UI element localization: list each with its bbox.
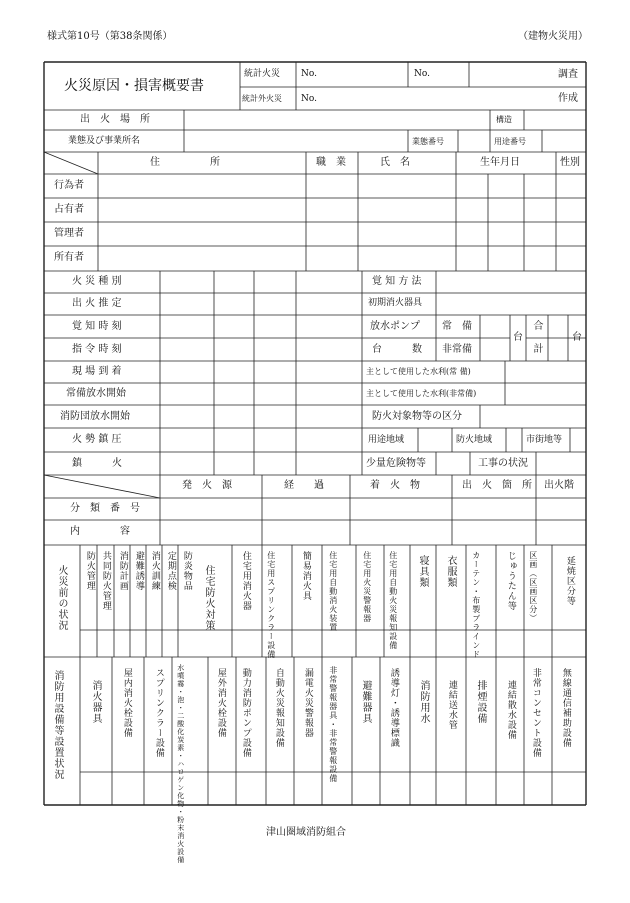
- pre-fire-col-6: 定期点検: [165, 551, 176, 591]
- stat-no-2: No.: [301, 94, 317, 104]
- water-irregular-label: 主として使用した水利(非常備): [366, 389, 477, 398]
- person-actor: 行為者: [54, 180, 84, 191]
- detect-time-label: 覚 知 時 刻: [72, 321, 122, 332]
- sex-header: 性別: [560, 157, 580, 168]
- equip-col-6: 動力消防ポンプ設備: [240, 668, 251, 758]
- equip-col-13: 連結送水管: [446, 680, 457, 730]
- class-no-label: 分 類 番 号: [70, 503, 140, 514]
- equip-col-9: 非常警報器具・非常警報設備: [328, 666, 338, 783]
- footer-organization: 津山圏域消防組合: [266, 827, 346, 838]
- equip-col-2: 屋内消火栓設備: [121, 668, 132, 738]
- pre-fire-col-1: 防火管理: [84, 551, 95, 591]
- initial-ext-label: 初期消火器具: [368, 298, 423, 308]
- business-no-label: 業態番号: [412, 137, 444, 146]
- equip-col-12: 消防用水: [418, 680, 429, 724]
- survey-label: 調査: [558, 69, 578, 80]
- pre-fire-col-4: 避難誘導: [133, 551, 144, 591]
- address-header: 住 所: [150, 157, 220, 168]
- pre-fire-col-5: 消火訓練: [149, 551, 160, 591]
- equip-col-16: 非常コンセント設備: [530, 668, 541, 758]
- person-occupant: 占有者: [54, 204, 84, 215]
- pre-fire-col-3: 消防計画: [117, 551, 128, 591]
- usage-no-label: 用途番号: [494, 137, 526, 146]
- fire-estimate-label: 出 火 推 定: [72, 298, 122, 309]
- content-label: 内 容: [70, 526, 130, 537]
- res-col-7: 寝具類: [417, 555, 428, 588]
- form-type: （建物火災用）: [518, 31, 588, 42]
- equipment-group-label: 消防用設備等設置状況: [52, 670, 63, 780]
- spread-label: 延焼区分等: [564, 556, 575, 606]
- area-label: 区画（区画区分）: [528, 551, 538, 623]
- pre-fire-col-7: 防炎物品: [181, 551, 192, 591]
- birth-header: 生年月日: [480, 157, 520, 168]
- water-regular-label: 主として使用した水利(常 備): [366, 367, 471, 376]
- res-col-3: 簡易消火具: [300, 551, 311, 601]
- equip-col-14: 排煙設備: [475, 680, 486, 724]
- prepared-label: 作成: [558, 93, 578, 104]
- stat-no-3: No.: [414, 69, 430, 79]
- zone-label: 用途地域: [368, 435, 405, 445]
- arrival-label: 現 場 到 着: [72, 366, 122, 377]
- equip-col-11: 誘導灯・誘導標識: [388, 668, 399, 748]
- pre-fire-col-2: 共同防火管理: [100, 551, 111, 611]
- person-owner: 所有者: [54, 252, 84, 263]
- urban-zone-label: 市街地等: [526, 435, 563, 445]
- irregular-label: 非常備: [442, 344, 472, 355]
- regular-discharge-label: 常備放水開始: [66, 388, 126, 399]
- res-col-5: 住宅用火災警報器: [362, 551, 372, 623]
- work-label: 工事の状況: [478, 458, 528, 469]
- equip-col-4: 水噴霧・泡・二酸化炭素・ハロゲン化物・粉末消火設備: [176, 664, 185, 864]
- fire-stats-label: 統計火災: [244, 69, 281, 79]
- hazmat-label: 少量危険物等: [366, 458, 426, 469]
- total-label: 合 計: [531, 320, 542, 354]
- business-label: 業態及び事業所名: [68, 136, 141, 146]
- units-label: 台 数: [372, 344, 422, 355]
- pump-label: 放水ポンプ: [370, 321, 420, 332]
- res-col-6: 住宅用自動火災報知設備: [388, 551, 398, 650]
- equip-col-7: 自動火災報知設備: [273, 668, 284, 748]
- res-col-10: じゅうたん等: [505, 551, 516, 611]
- equip-col-10: 避難器具: [360, 680, 371, 724]
- location-header: 出 火 箇 所: [462, 480, 532, 491]
- dai-label-2: 台: [572, 332, 582, 343]
- equip-col-5: 屋外消火栓設備: [215, 668, 226, 738]
- detect-method-label: 覚 知 方 法: [372, 276, 422, 287]
- equip-col-17: 無線通信補助設備: [560, 668, 571, 748]
- equip-col-15: 連結散水設備: [505, 680, 516, 740]
- res-col-2: 住宅用スプリンクラー設備: [266, 551, 276, 659]
- command-time-label: 指 令 時 刻: [72, 344, 122, 355]
- floor-header: 出火階: [544, 480, 574, 491]
- fire-type-label: 火 災 種 別: [72, 276, 122, 287]
- equip-col-3: スプリンクラー設備: [153, 668, 164, 758]
- form-number: 様式第10号（第38条関係）: [47, 31, 173, 42]
- process-header: 経 過: [284, 480, 324, 491]
- form-title: 火災原因・損害概要書: [64, 78, 204, 94]
- volunteer-discharge-label: 消防団放水開始: [60, 411, 130, 422]
- name-header: 氏 名: [380, 157, 410, 168]
- res-col-9: カーテン・布製ブラインド: [471, 551, 481, 659]
- equip-col-1: 消火器具: [90, 680, 101, 724]
- pre-fire-group-label: 火災前の状況: [56, 565, 67, 631]
- residential-label: 住宅防火対策: [203, 565, 214, 631]
- res-col-8: 衣服類: [445, 555, 456, 588]
- person-manager: 管理者: [54, 228, 84, 239]
- equip-col-8: 漏電火災警報器: [302, 668, 313, 738]
- fire-zone-label: 防火地域: [456, 435, 493, 445]
- fire-prev-label: 防火対象物等の区分: [372, 411, 462, 422]
- stat-no-1: No.: [301, 69, 317, 79]
- non-fire-stats-label: 統計外火災: [242, 94, 282, 103]
- fire-suppressed-label: 火 勢 鎮 圧: [72, 434, 122, 445]
- res-col-1: 住宅用消火器: [240, 551, 251, 611]
- dai-label-1: 台: [513, 332, 523, 343]
- fire-location-label: 出 火 場 所: [80, 114, 150, 125]
- structure-label: 構造: [496, 115, 512, 124]
- occupation-header: 職 業: [316, 157, 346, 168]
- ignition-header: 着 火 物: [370, 480, 420, 491]
- source-header: 発 火 源: [182, 480, 232, 491]
- fire-extinguished-label: 鎮 火: [72, 458, 122, 469]
- regular-label: 常 備: [442, 321, 472, 332]
- res-col-4: 住宅用自動消火装置: [328, 551, 338, 632]
